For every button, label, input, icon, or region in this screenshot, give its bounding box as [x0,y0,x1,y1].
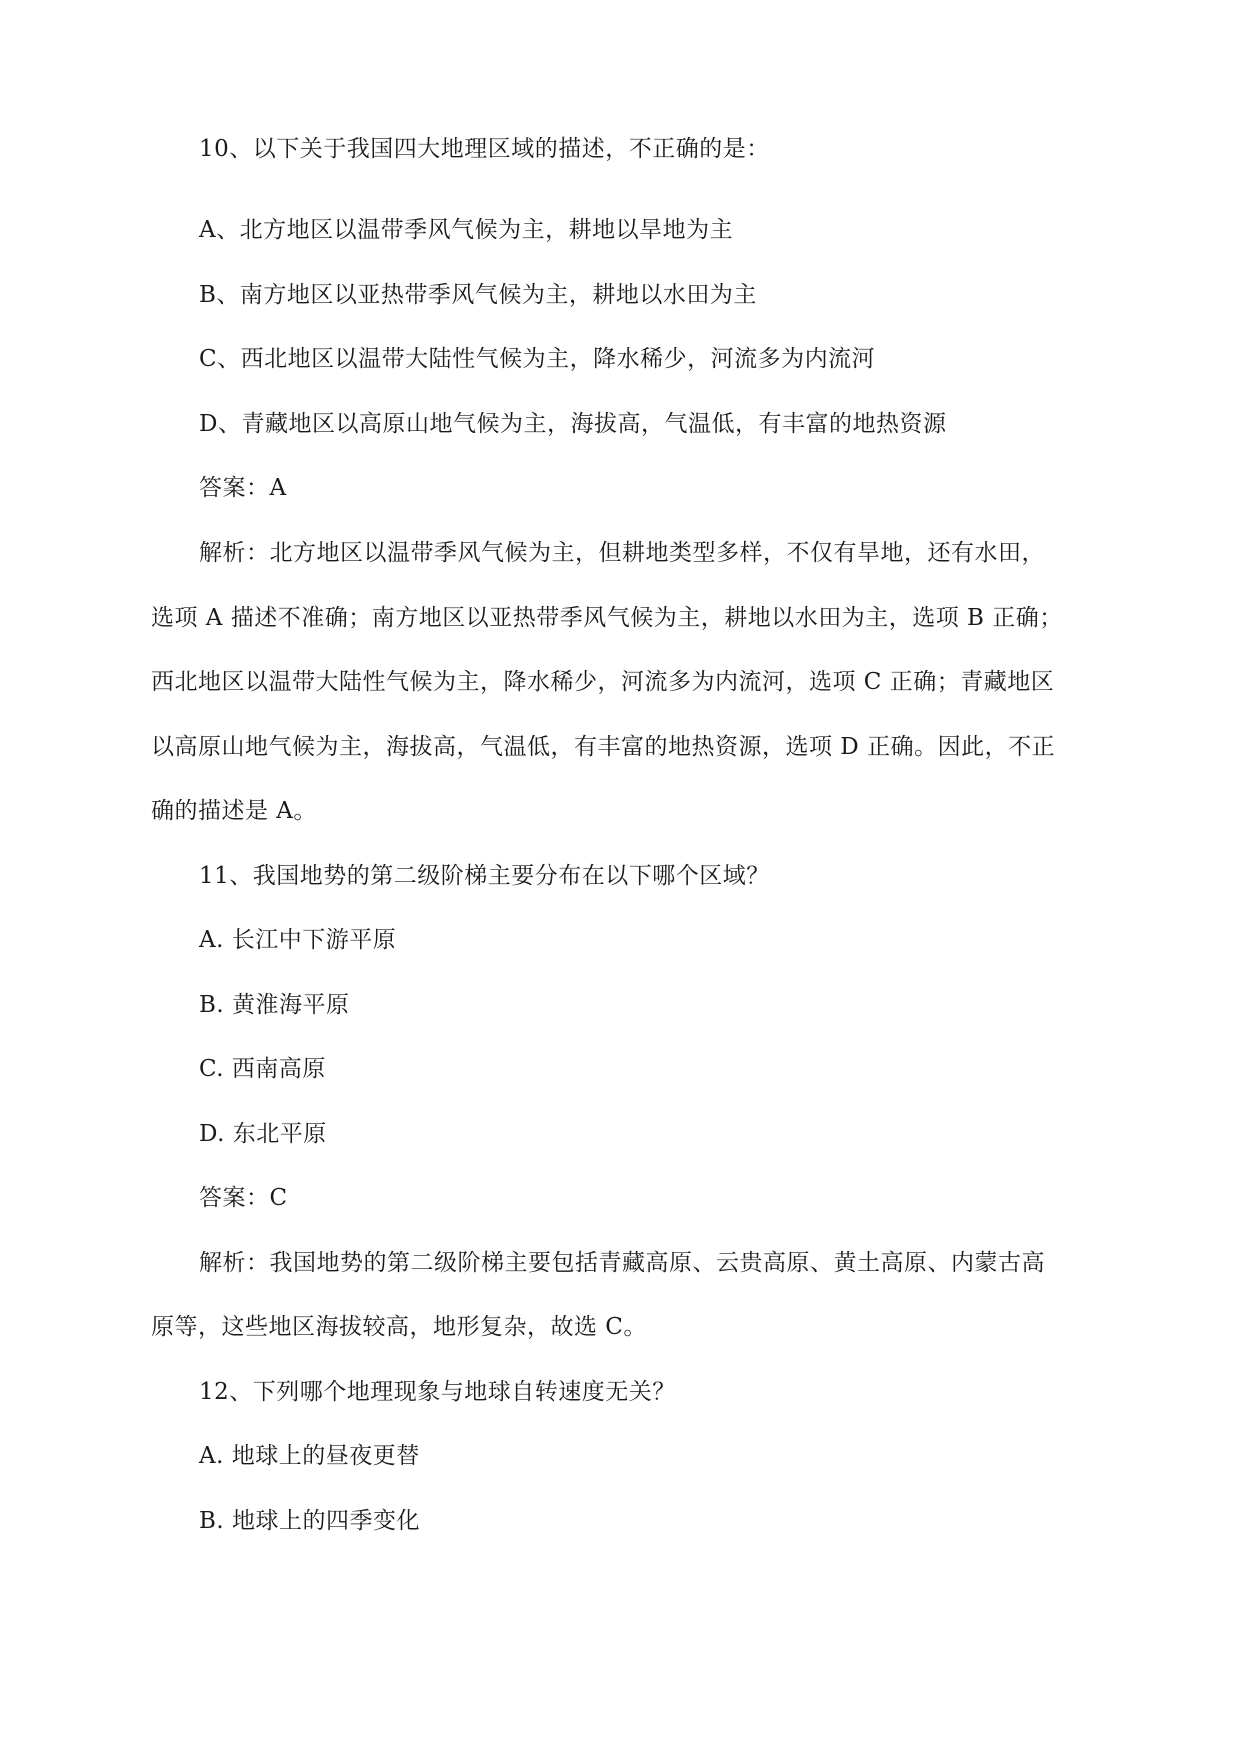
question-10-analysis-line: 西北地区以温带大陆性气候为主，降水稀少，河流多为内流河，选项 C 正确；青藏地区 [151,669,1055,695]
question-11-option-a: A. 长江中下游平原 [199,927,397,953]
question-11-stem: 11、我国地势的第二级阶梯主要分布在以下哪个区域？ [199,863,770,889]
question-10-analysis-line: 选项 A 描述不准确；南方地区以亚热带季风气候为主，耕地以水田为主，选项 B 正确； [151,605,1063,631]
question-11-analysis-line: 原等，这些地区海拔较高，地形复杂，故选 C。 [151,1314,647,1340]
question-11-analysis-line: 解析：我国地势的第二级阶梯主要包括青藏高原、云贵高原、黄土高原、内蒙古高 [199,1250,1045,1276]
question-11-option-d: D. 东北平原 [199,1121,327,1147]
question-10-analysis-line: 解析：北方地区以温带季风气候为主，但耕地类型多样，不仅有旱地，还有水田， [199,540,1045,566]
question-10-option-c: C、西北地区以温带大陆性气候为主，降水稀少，河流多为内流河 [199,346,876,372]
question-10-analysis-line: 确的描述是 A。 [151,798,317,824]
question-11-answer: 答案：C [199,1185,288,1211]
question-10-analysis-line: 以高原山地气候为主，海拔高，气温低，有丰富的地热资源，选项 D 正确。因此，不正 [151,734,1056,760]
question-10-option-d: D、青藏地区以高原山地气候为主，海拔高，气温低，有丰富的地热资源 [199,411,947,437]
question-10-answer: 答案：A [199,475,287,501]
question-11-option-b: B. 黄淮海平原 [199,992,350,1018]
question-10-option-a: A、北方地区以温带季风气候为主，耕地以旱地为主 [199,217,734,243]
question-12-option-b: B. 地球上的四季变化 [199,1508,421,1534]
question-10-option-b: B、南方地区以亚热带季风气候为主，耕地以水田为主 [199,282,757,308]
question-11-option-c: C. 西南高原 [199,1056,326,1082]
question-12-option-a: A. 地球上的昼夜更替 [199,1443,420,1469]
question-12-stem: 12、下列哪个地理现象与地球自转速度无关？ [199,1379,676,1405]
question-10-stem: 10、以下关于我国四大地理区域的描述，不正确的是： [199,136,770,162]
